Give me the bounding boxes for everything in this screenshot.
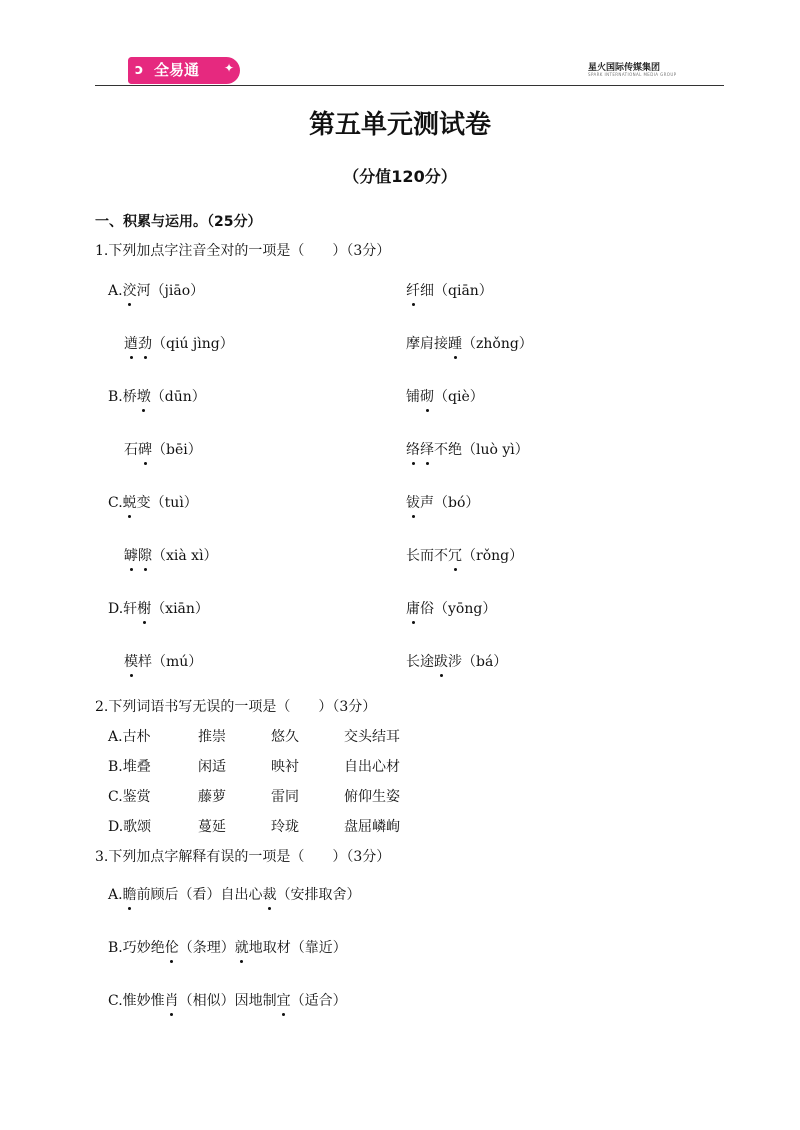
word: 玲珑 [271,819,299,835]
brand-logo [128,57,240,84]
company-name-en: SPARK INTERNATIONAL MEDIA GROUP [588,72,677,77]
word: 藤萝 [198,789,226,805]
q3-option-b: B.巧妙绝伦（条理）就地取材（靠近） [108,937,347,957]
question-1-stem: 1.下列加点字注音全对的一项是（ ）（3分） [95,243,391,259]
q1-option-b-4: 络绎不绝（luò yì） [406,439,529,459]
word: 推崇 [198,729,226,745]
word: 映衬 [271,759,299,775]
word: 雷同 [271,789,299,805]
q1-option-c-4: 长而不冗（rǒng） [406,545,523,565]
logo-text: 全易通 [154,61,200,79]
q1-option-d-2: 庸俗（yōng） [406,598,496,618]
q1-option-a-3: 遒劲（qiú jìng） [124,333,234,353]
q1-option-b-1: B.桥墩（dūn） [108,386,206,406]
q1-option-b-2: 铺砌（qiè） [406,386,484,406]
q1-option-a-4: 摩肩接踵（zhǒng） [406,333,533,353]
q3-option-c: C.惟妙惟肖（相似）因地制宜（适合） [108,990,347,1010]
page-title: 第五单元测试卷 [308,110,491,140]
q1-option-d-3: 模样（mú） [124,651,202,671]
q3-option-a: A.瞻前顾后（看）自出心裁（安排取舍） [108,884,361,904]
word: C.鉴赏 [108,789,151,805]
word: 闲适 [198,759,226,775]
page-subtitle: （分值120分） [343,167,457,186]
word: A.古朴 [108,729,151,745]
q1-option-d-4: 长途跋涉（bá） [406,651,507,671]
question-2-stem: 2.下列词语书写无误的一项是（ ）（3分） [95,699,377,715]
word: D.歌颂 [108,819,152,835]
word: 交头结耳 [344,729,400,745]
page-header [0,0,800,90]
star-icon: ✦ [223,61,234,75]
q1-option-d-1: D.轩榭（xiān） [108,598,209,618]
q1-option-c-2: 钹声（bó） [406,492,479,512]
word: 蔓延 [198,819,226,835]
q1-option-a-2: 纤细（qiān） [406,280,493,300]
question-3-stem: 3.下列加点字解释有误的一项是（ ）（3分） [95,849,391,865]
swirl-icon: ↄ [135,62,144,78]
word: 盘屈嶙峋 [344,819,400,835]
q1-option-c-1: C.蜕变（tuì） [108,492,198,512]
q1-option-c-3: 罅隙（xià xì） [124,545,218,565]
word: B.堆叠 [108,759,151,775]
q1-option-a-1: A.洨河（jiāo） [108,280,204,300]
company-name: 星火国际传媒集团 [588,63,661,73]
word: 自出心材 [344,759,400,775]
section-heading: 一、积累与运用。（25分） [95,214,262,230]
word: 悠久 [271,729,299,745]
header-divider [95,85,724,86]
word: 俯仰生姿 [344,789,400,805]
q1-option-b-3: 石碑（bēi） [124,439,202,459]
